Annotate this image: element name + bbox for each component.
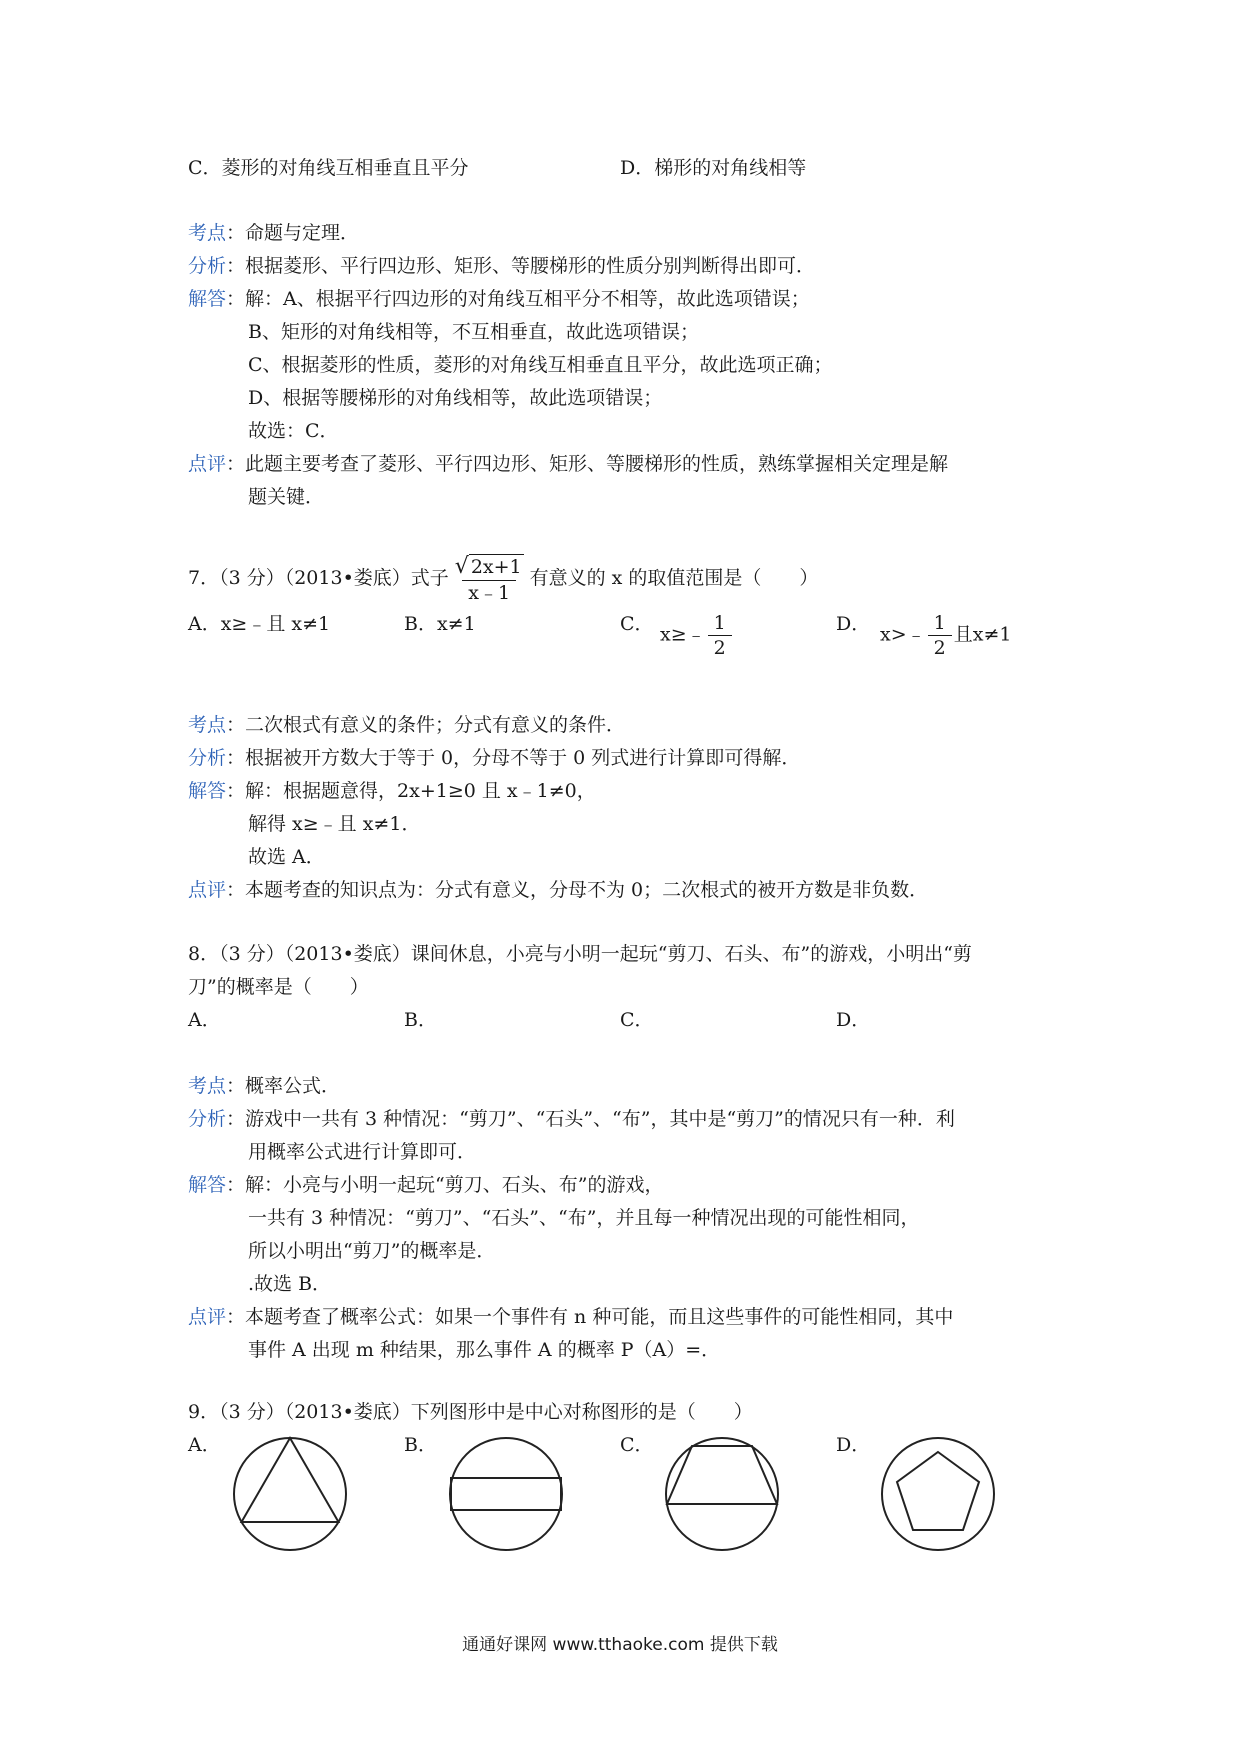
q9-stem: 9．（3 分）（2013•娄底）下列图形中是中心对称图形的是（ ） [188, 1401, 753, 1423]
comment-label: 点评 [188, 453, 227, 475]
answer-line: D、根据等腰梯形的对角线相等，故此选项错误； [248, 387, 663, 409]
q7-stem-prefix: 7．（3 分）（2013•娄底）式子 [188, 567, 449, 589]
point-text: ：命题与定理． [226, 222, 360, 244]
q6-answer [188, 286, 810, 312]
q9-option-a: A． [188, 1434, 221, 1456]
q9-option-c: C． [620, 1434, 654, 1456]
analysis-text: ：根据菱形、平行四边形、矩形、等腰梯形的性质分别判断得出即可． [226, 255, 816, 277]
q8-point: 考点：概率公式． [188, 1075, 341, 1097]
q6-point [188, 220, 359, 246]
q8-option-c: C． [620, 1009, 654, 1031]
answer-line: C、根据菱形的性质，菱形的对角线互相垂直且平分，故此选项正确； [248, 354, 833, 376]
comment-line: ：此题主要考查了菱形、平行四边形、矩形、等腰梯形的性质，熟练掌握相关定理是解 [226, 453, 949, 475]
answer-line: 故选 A． [248, 846, 325, 868]
circle-with-rectangle-figure [446, 1434, 566, 1554]
answer-label: 解答 [188, 288, 227, 310]
q7-option-c-expr: x≥﹣ $\frac{1}{2}$ [660, 611, 734, 660]
answer-line: ：解：A、根据平行四边形的对角线互相平分不相等，故此选项错误； [226, 288, 810, 310]
q8-option-b: B． [404, 1009, 437, 1031]
analysis-line: 用概率公式进行计算即可． [248, 1141, 477, 1163]
point-label: 考点 [188, 222, 227, 244]
q6-comment [188, 451, 948, 477]
answer-line: .故选 B． [248, 1273, 332, 1295]
q7-option-d-expr: x>﹣ $\frac{1}{2}$ 且x≠1 [880, 612, 1012, 659]
q7-option-c-label: C． [620, 613, 654, 635]
comment-line: 题关键． [248, 486, 325, 508]
circle-with-triangle-figure [230, 1434, 350, 1554]
q9-option-b: B． [404, 1434, 437, 1456]
q7-stem-suffix: 有意义的 x 的取值范围是（ ） [529, 567, 819, 589]
page-footer: 通通好课网 www.tthaoke.com 提供下载 [462, 1635, 778, 1655]
answer-line: 所以小明出“剪刀”的概率是． [248, 1240, 496, 1262]
q8-analysis: 分析：游戏中一共有 3 种情况：“剪刀”、“石头”、“布”，其中是“剪刀”的情况只有一种．利 [188, 1108, 955, 1130]
q8-answer: 解答：解：小亮与小明一起玩“剪刀、石头、布”的游戏， [188, 1174, 664, 1196]
q6-option-d: D．梯形的对角线相等 [620, 157, 807, 179]
q7-stem [188, 548, 818, 608]
q8-option-a: A． [188, 1009, 221, 1031]
answer-line: 一共有 3 种情况：“剪刀”、“石头”、“布”，并且每一种情况出现的可能性相同， [248, 1207, 920, 1229]
q8-comment: 点评：本题考查了概率公式：如果一个事件有 n 种可能，而且这些事件的可能性相同，其中 [188, 1306, 954, 1328]
q9-option-d: D． [836, 1434, 871, 1456]
q7-point: 考点：二次根式有意义的条件；分式有意义的条件． [188, 714, 626, 736]
q7-answer: 解答：解：根据题意得，2x+1≥0 且 x﹣1≠0， [188, 780, 596, 802]
q7-option-b: B．x≠1 [404, 613, 476, 635]
answer-line: 故选：C． [248, 420, 339, 442]
circle-with-pentagon-figure [878, 1434, 998, 1554]
analysis-label: 分析 [188, 255, 227, 277]
q7-analysis: 分析：根据被开方数大于等于 0，分母不等于 0 列式进行计算即可得解． [188, 747, 801, 769]
q8-option-d: D． [836, 1009, 871, 1031]
q8-stem-line: 8．（3 分）（2013•娄底）课间休息，小亮与小明一起玩“剪刀、石头、布”的游戏，小明出“剪 [188, 943, 972, 965]
q7-comment: 点评：本题考查的知识点为：分式有意义，分母不为 0；二次根式的被开方数是非负数． [188, 879, 929, 901]
comment-line: 事件 A 出现 m 种结果，那么事件 A 的概率 P（A）=． [248, 1339, 721, 1361]
q6-analysis [188, 253, 815, 279]
q7-option-a: A．x≥﹣且 x≠1 [188, 613, 331, 635]
answer-line: B、矩形的对角线相等，不互相垂直，故此选项错误； [248, 321, 699, 343]
q7-fraction: √ 2x+1 x﹣1 [454, 553, 522, 604]
q8-stem-line: 刀”的概率是（ ） [188, 976, 369, 998]
answer-line: 解得 x≥﹣且 x≠1． [248, 813, 421, 835]
q6-option-c: C．菱形的对角线互相垂直且平分 [188, 157, 469, 179]
q7-option-d-label: D． [836, 613, 871, 635]
circle-with-trapezoid-figure [662, 1434, 782, 1554]
sqrt-symbol: √ 2x+1 [454, 553, 522, 579]
